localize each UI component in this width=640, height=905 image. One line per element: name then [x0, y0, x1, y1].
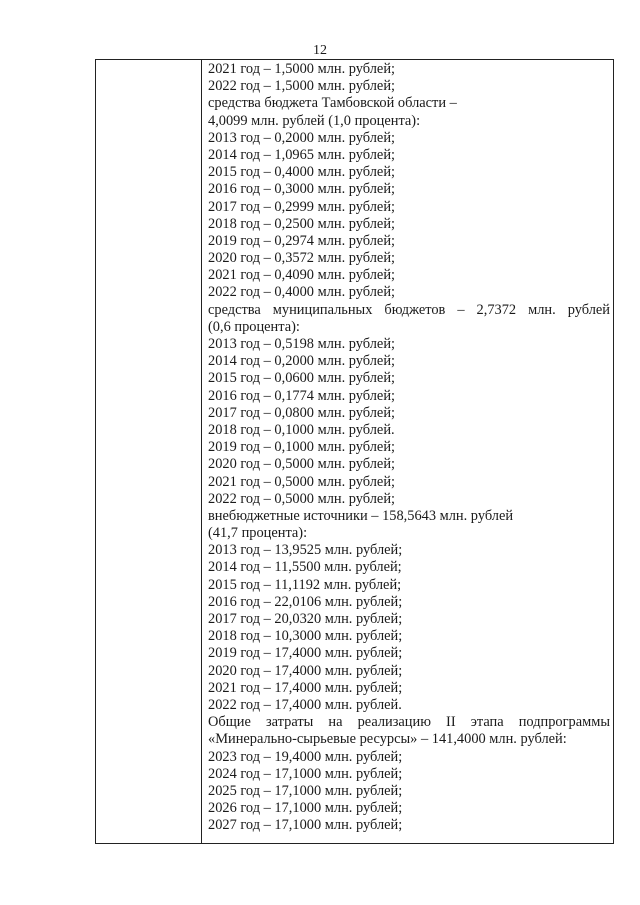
text-line: 2020 год – 0,3572 млн. рублей; — [208, 250, 396, 267]
text-line: 2016 год – 22,0106 млн. рублей; — [208, 593, 403, 610]
table-frame — [95, 59, 614, 844]
text-line: 2014 год – 0,2000 млн. рублей; — [208, 353, 396, 370]
text-line: 2021 год – 17,4000 млн. рублей; — [208, 679, 403, 696]
column-divider — [201, 60, 202, 843]
text-line: 2026 год – 17,1000 млн. рублей; — [208, 800, 403, 817]
text-line: средства бюджета Тамбовской области – — [208, 95, 457, 112]
text-line: 2015 год – 0,0600 млн. рублей; — [208, 370, 396, 387]
text-line: 2027 год – 17,1000 млн. рублей; — [208, 817, 403, 834]
text-line: 2018 год – 10,3000 млн. рублей; — [208, 628, 403, 645]
text-line: 2022 год – 0,4000 млн. рублей; — [208, 284, 396, 301]
text-line: 2019 год – 17,4000 млн. рублей; — [208, 645, 403, 662]
text-line: 2022 год – 0,5000 млн. рублей; — [208, 490, 396, 507]
text-line: (41,7 процента): — [208, 525, 308, 542]
text-line: 2015 год – 0,4000 млн. рублей; — [208, 164, 396, 181]
text-line: внебюджетные источники – 158,5643 млн. рублей — [208, 507, 514, 524]
text-line: 2022 год – 17,4000 млн. рублей. — [208, 696, 402, 713]
text-line: 2016 год – 0,1774 млн. рублей; — [208, 387, 396, 404]
text-line: 2018 год – 0,1000 млн. рублей. — [208, 421, 395, 438]
text-line: 2017 год – 20,0320 млн. рублей; — [208, 611, 403, 627]
table-cell-content — [208, 61, 610, 834]
text-line: «Минерально-сырьевые ресурсы» – 141,4000 млн. рублей: — [208, 731, 567, 748]
text-line: средства муниципальных бюджетов – 2,7372 млн. рублей — [208, 301, 610, 318]
text-line: 2017 год – 0,0800 млн. рублей; — [208, 404, 396, 421]
text-line: 2014 год – 1,0965 млн. рублей; — [208, 146, 396, 163]
text-line: 2013 год – 0,2000 млн. рублей; — [208, 129, 396, 146]
text-line: 2025 год – 17,1000 млн. рублей; — [208, 782, 403, 799]
text-line: 2021 год – 0,4090 млн. рублей; — [208, 267, 396, 284]
text-line: 2017 год – 0,2999 млн. рублей; — [208, 198, 396, 215]
text-line: 2024 год – 17,1000 млн. рублей; — [208, 765, 403, 782]
text-line: 2021 год – 0,5000 млн. рублей; — [208, 473, 396, 490]
text-line: 2019 год – 0,2974 млн. рублей; — [208, 232, 396, 249]
text-line: 2018 год – 0,2500 млн. рублей; — [208, 215, 396, 232]
text-line: 2013 год – 0,5198 млн. рублей; — [208, 336, 396, 352]
text-line: 2022 год – 1,5000 млн. рублей; — [208, 78, 396, 95]
text-line: 2015 год – 11,1192 млн. рублей; — [208, 576, 402, 593]
text-line: 2019 год – 0,1000 млн. рублей; — [208, 439, 396, 456]
page-number: 12 — [313, 43, 327, 58]
text-line: 2016 год – 0,3000 млн. рублей; — [208, 181, 396, 198]
text-line: 2013 год – 13,9525 млн. рублей; — [208, 542, 403, 559]
text-line: 2023 год – 19,4000 млн. рублей; — [208, 748, 403, 765]
text-line: (0,6 процента): — [208, 318, 300, 335]
text-line: 2020 год – 0,5000 млн. рублей; — [208, 456, 396, 473]
text-line: 2014 год – 11,5500 млн. рублей; — [208, 559, 402, 576]
text-line: 2020 год – 17,4000 млн. рублей; — [208, 662, 403, 679]
text-line: 2021 год – 1,5000 млн. рублей; — [208, 61, 396, 77]
text-line: 4,0099 млн. рублей (1,0 процента): — [208, 112, 421, 129]
text-line: Общие затраты на реализацию II этапа подпрограммы — [208, 714, 610, 731]
